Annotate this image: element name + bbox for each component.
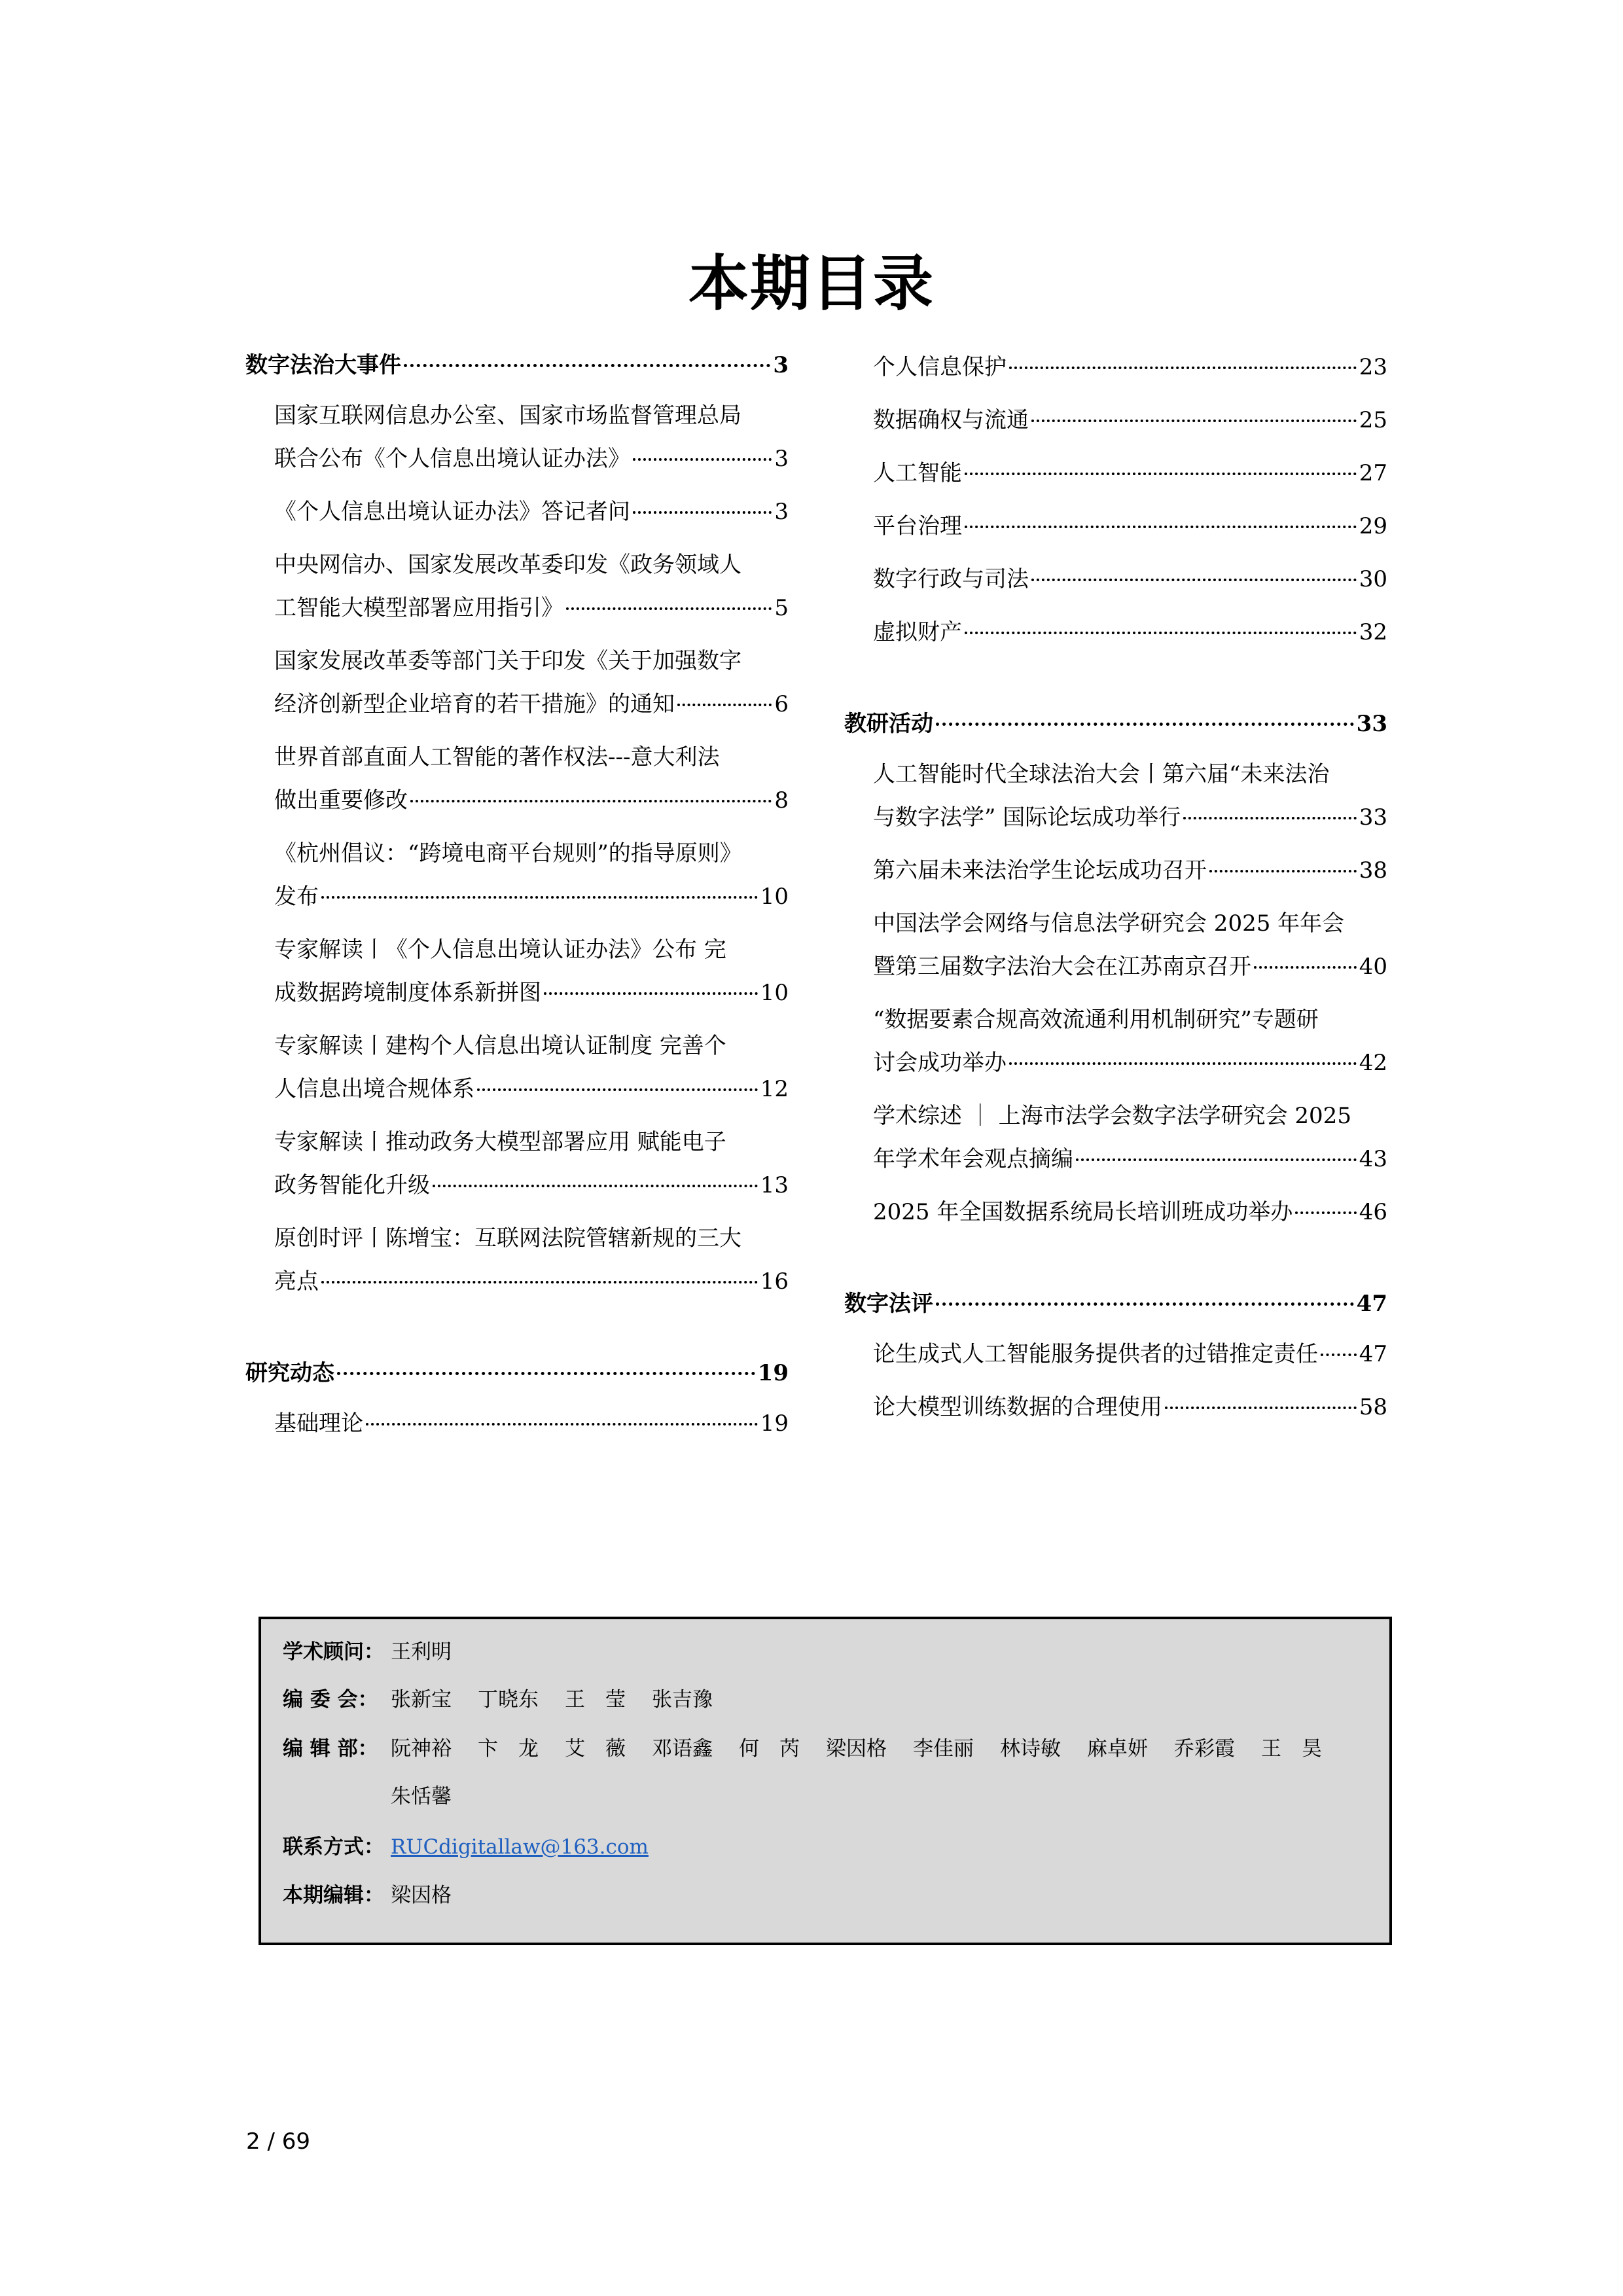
toc-entry-line — [274, 971, 789, 1014]
person-name: 麻卓妍 — [1087, 1737, 1148, 1761]
toc-entry-line — [274, 1217, 789, 1260]
page-title: 本期目录 — [688, 248, 935, 319]
entry-page-number: 32 — [1359, 619, 1387, 645]
toc-entry-line — [873, 1138, 1387, 1181]
dot-leader — [1031, 556, 1357, 581]
dot-leader — [1254, 944, 1357, 969]
toc-entry[interactable] — [844, 1191, 1387, 1234]
entry-page-number: 46 — [1359, 1199, 1387, 1225]
entry-title-text: 平台治理 — [873, 513, 962, 539]
toc-section — [844, 1244, 1387, 1429]
person-name: 艾 薇 — [565, 1737, 626, 1761]
toc-entry-line — [274, 736, 789, 779]
toc-entry[interactable] — [844, 505, 1387, 548]
dot-leader — [936, 1280, 1354, 1306]
dot-leader — [321, 874, 758, 899]
entry-title-text: 中国法学会网络与信息法学研究会 2025 年年会 — [873, 910, 1345, 937]
entry-page-number: 38 — [1359, 857, 1387, 884]
dot-leader — [1209, 848, 1357, 872]
issue-editor-names — [391, 1882, 1372, 1909]
entry-page-number: 58 — [1359, 1394, 1387, 1420]
toc-entry-line — [873, 505, 1387, 548]
person-name: 卞 龙 — [478, 1737, 539, 1761]
toc-entry[interactable] — [245, 543, 789, 630]
toc-entry-line — [873, 753, 1387, 796]
editorial-names — [391, 1736, 1385, 1810]
toc-entry[interactable] — [844, 1386, 1387, 1429]
section-page-number: 33 — [1356, 711, 1387, 737]
entry-page-number: 40 — [1359, 954, 1387, 980]
advisor-label: 学术顾问： — [283, 1640, 384, 1664]
toc-entry-line — [274, 1121, 789, 1164]
dot-leader — [1183, 795, 1357, 819]
entry-title-text: 人工智能 — [873, 460, 962, 486]
dot-leader — [936, 700, 1354, 726]
entry-page-number: 16 — [760, 1268, 789, 1295]
section-page-number: 19 — [757, 1360, 789, 1386]
toc-entry-line — [274, 1024, 789, 1067]
editorial-info-box — [259, 1617, 1392, 1945]
toc-entry-line — [873, 1094, 1387, 1138]
person-name: 乔彩霞 — [1174, 1737, 1235, 1761]
toc-entry[interactable] — [245, 639, 789, 726]
dot-leader — [1009, 344, 1357, 369]
toc-entry[interactable] — [245, 832, 789, 918]
toc-entry-line — [873, 1386, 1387, 1429]
toc-entry-line — [274, 683, 789, 726]
dot-leader — [477, 1066, 758, 1091]
toc-entry[interactable] — [844, 346, 1387, 389]
entry-title-text: 世界首部直面人工智能的著作权法---意大利法 — [274, 744, 720, 770]
person-name: 李佳丽 — [913, 1737, 974, 1761]
toc-entry-line — [274, 490, 789, 533]
person-name: 王 莹 — [565, 1688, 626, 1712]
entry-title-text: 工智能大模型部署应用指引》 — [274, 595, 563, 621]
section-spacer — [844, 1244, 1387, 1284]
person-name: 林诗敏 — [1000, 1737, 1061, 1761]
entry-title-text: 第六届未来法治学生论坛成功召开 — [873, 857, 1207, 884]
entry-title-text: 与数字法学” 国际论坛成功举行 — [873, 804, 1181, 831]
toc-entry-line — [274, 832, 789, 875]
entry-title-text: 政务智能化升级 — [274, 1172, 430, 1198]
entry-title-text: 国家发展改革委等部门关于印发《关于加强数字 — [274, 648, 741, 674]
toc-entry[interactable] — [844, 902, 1387, 988]
toc-entry-line — [274, 1067, 789, 1111]
toc-entry[interactable] — [844, 399, 1387, 442]
entry-title-text: 国家互联网信息办公室、国家市场监督管理总局 — [274, 403, 741, 429]
toc-entry[interactable] — [844, 998, 1387, 1085]
toc-entry-line — [274, 437, 789, 480]
entry-title-text: 个人信息保护 — [873, 354, 1007, 380]
toc-entry[interactable] — [245, 928, 789, 1014]
toc-entry-line — [274, 875, 789, 918]
entry-title-text: 数字行政与司法 — [873, 566, 1029, 592]
toc-entry-line — [274, 394, 789, 437]
toc-section — [245, 346, 789, 1303]
toc-entry-line — [873, 399, 1387, 442]
dot-leader — [677, 681, 772, 706]
toc-section — [844, 346, 1387, 654]
dot-leader — [433, 1162, 758, 1187]
entry-page-number: 13 — [760, 1172, 789, 1198]
toc-entry-line — [873, 346, 1387, 389]
person-name: 张吉豫 — [652, 1688, 713, 1712]
entry-title-text: 数据确权与流通 — [873, 407, 1029, 433]
advisor-name: 王利明 — [391, 1640, 452, 1664]
entry-title-text: 《杭州倡议：“跨境电商平台规则”的指导原则》 — [274, 840, 742, 867]
entry-title-text: 人工智能时代全球法治大会丨第六届“未来法治 — [873, 761, 1330, 787]
entry-page-number: 3 — [774, 499, 789, 525]
toc-entry-line — [274, 928, 789, 971]
toc-entry[interactable] — [245, 394, 789, 480]
entry-page-number: 8 — [774, 787, 789, 814]
toc-entry[interactable] — [245, 736, 789, 822]
toc-right-column — [844, 346, 1387, 1439]
entry-title-text: 学术综述 ｜ 上海市法学会数字法学研究会 2025 — [873, 1103, 1351, 1129]
entry-title-text: 成数据跨境制度体系新拼图 — [274, 980, 541, 1006]
entry-page-number: 29 — [1359, 513, 1387, 539]
entry-page-number: 3 — [774, 446, 789, 472]
entry-title-text: 年学术年会观点摘编 — [873, 1146, 1073, 1172]
toc-entry-line — [274, 1260, 789, 1303]
entry-page-number: 19 — [760, 1410, 789, 1437]
toc-entry[interactable] — [844, 611, 1387, 654]
section-title: 教研活动 — [844, 711, 933, 737]
issue-editor-label: 本期编辑： — [283, 1884, 384, 1907]
section-title: 数字法评 — [844, 1291, 933, 1317]
entry-title-text: 亮点 — [274, 1268, 319, 1295]
dot-leader — [633, 489, 772, 514]
advisor-names — [391, 1639, 1372, 1665]
section-spacer — [245, 1313, 789, 1354]
toc-entry-line — [873, 1333, 1387, 1376]
dot-leader — [1321, 1331, 1357, 1356]
section-spacer — [844, 664, 1387, 704]
entry-title-text: 基础理论 — [274, 1410, 363, 1437]
entry-title-text: 中央网信办、国家发展改革委印发《政务领域人 — [274, 552, 741, 578]
toc-section-heading[interactable] — [245, 1354, 789, 1393]
dot-leader — [404, 342, 770, 367]
entry-title-text: 论生成式人工智能服务提供者的过错推定责任 — [873, 1341, 1318, 1367]
dot-leader — [544, 970, 758, 995]
toc-entry[interactable] — [844, 849, 1387, 892]
editorial-row — [283, 1736, 1385, 1810]
dot-leader — [1076, 1136, 1357, 1161]
toc-section-heading[interactable] — [844, 1284, 1387, 1323]
entry-title-text: 联合公布《个人信息出境认证办法》 — [274, 446, 630, 472]
entry-title-text: 2025 年全国数据系统局长培训班成功举办 — [873, 1199, 1293, 1225]
toc-entry-line — [274, 543, 789, 586]
issue-editor-name: 梁因格 — [391, 1884, 452, 1907]
entry-title-text: “数据要素合规高效流通利用机制研究”专题研 — [873, 1007, 1319, 1033]
toc-entry[interactable] — [245, 1121, 789, 1207]
person-name: 何 芮 — [739, 1737, 800, 1761]
toc-left-column — [245, 346, 789, 1455]
toc-entry-line — [873, 611, 1387, 654]
section-title: 数字法治大事件 — [245, 352, 401, 378]
toc-entry[interactable] — [245, 1402, 789, 1445]
entry-title-text: 经济创新型企业培育的若干措施》的通知 — [274, 691, 675, 717]
toc-entry-line — [274, 1164, 789, 1207]
toc-entry-line — [873, 849, 1387, 892]
entry-page-number: 6 — [774, 691, 789, 717]
person-name: 朱恬馨 — [391, 1785, 452, 1808]
toc-section-heading[interactable] — [245, 346, 789, 385]
dot-leader — [566, 585, 772, 610]
entry-page-number: 23 — [1359, 354, 1387, 380]
contact-email-link[interactable]: RUCdigitallaw@163.com — [391, 1835, 649, 1859]
entry-title-text: 讨会成功举办 — [873, 1050, 1007, 1076]
toc-entry-line — [873, 1041, 1387, 1085]
toc-entry[interactable] — [844, 452, 1387, 495]
toc-entry[interactable] — [844, 1333, 1387, 1376]
contact-label: 联系方式： — [283, 1835, 384, 1859]
contact-row — [283, 1834, 649, 1860]
person-name: 梁因格 — [826, 1737, 887, 1761]
dot-leader — [1009, 1040, 1357, 1065]
entry-title-text: 暨第三届数字法治大会在江苏南京召开 — [873, 954, 1251, 980]
toc-entry[interactable] — [245, 490, 789, 533]
person-name: 王 昊 — [1261, 1737, 1322, 1761]
entry-page-number: 10 — [760, 884, 789, 910]
toc-entry-line — [274, 639, 789, 683]
toc-entry-line — [873, 796, 1387, 839]
section-page-number: 3 — [773, 352, 789, 378]
dot-leader — [1295, 1189, 1356, 1214]
editorial-label: 编 辑 部： — [283, 1737, 378, 1761]
entry-title-text: 人信息出境合规体系 — [274, 1076, 474, 1102]
entry-page-number: 12 — [760, 1076, 789, 1102]
committee-row — [283, 1687, 1372, 1713]
toc-entry-line — [274, 586, 789, 630]
toc-section-heading[interactable] — [844, 704, 1387, 744]
entry-page-number: 27 — [1359, 460, 1387, 486]
toc-entry[interactable] — [245, 1024, 789, 1111]
section-page-number: 47 — [1356, 1291, 1387, 1317]
entry-title-text: 原创时评丨陈增宝：互联网法院管辖新规的三大 — [274, 1225, 741, 1251]
toc-section — [245, 1313, 789, 1445]
entry-title-text: 论大模型训练数据的合理使用 — [873, 1394, 1162, 1420]
toc-entry-line — [873, 1191, 1387, 1234]
entry-page-number: 5 — [774, 595, 789, 621]
dot-leader — [965, 503, 1357, 528]
entry-page-number: 33 — [1359, 804, 1387, 831]
committee-label: 编 委 会： — [283, 1688, 378, 1712]
dot-leader — [366, 1401, 758, 1426]
toc-section — [844, 664, 1387, 1234]
issue-editor-row — [283, 1882, 1372, 1909]
dot-leader — [410, 778, 772, 802]
person-name: 张新宝 — [391, 1688, 452, 1712]
section-title: 研究动态 — [245, 1360, 334, 1386]
entry-page-number: 10 — [760, 980, 789, 1006]
toc-entry-line — [873, 902, 1387, 945]
person-name: 丁晓东 — [478, 1688, 539, 1712]
dot-leader — [1165, 1384, 1357, 1409]
committee-names — [391, 1687, 1372, 1713]
person-name: 邓语鑫 — [652, 1737, 713, 1761]
toc-entry[interactable] — [245, 1217, 789, 1303]
entry-page-number: 47 — [1359, 1341, 1387, 1367]
toc-entry-line — [873, 945, 1387, 988]
dot-leader — [321, 1259, 758, 1283]
entry-title-text: 专家解读丨推动政务大模型部署应用 赋能电子 — [274, 1129, 726, 1155]
entry-title-text: 专家解读丨建构个人信息出境认证制度 完善个 — [274, 1033, 726, 1059]
toc-entry-line — [873, 998, 1387, 1041]
entry-page-number: 30 — [1359, 566, 1387, 592]
toc-entry-line — [274, 1402, 789, 1445]
person-name: 阮神裕 — [391, 1737, 452, 1761]
toc-entry[interactable] — [844, 753, 1387, 839]
entry-title-text: 《个人信息出境认证办法》答记者问 — [274, 499, 630, 525]
toc-entry-line — [873, 558, 1387, 601]
dot-leader — [337, 1350, 755, 1375]
page-number: 2 / 69 — [246, 2128, 310, 2155]
toc-entry[interactable] — [844, 558, 1387, 601]
toc-entry[interactable] — [844, 1094, 1387, 1181]
entry-title-text: 发布 — [274, 884, 319, 910]
entry-page-number: 25 — [1359, 407, 1387, 433]
dot-leader — [633, 436, 772, 461]
dot-leader — [965, 450, 1357, 475]
entry-page-number: 43 — [1359, 1146, 1387, 1172]
entry-title-text: 做出重要修改 — [274, 787, 408, 814]
dot-leader — [1031, 397, 1357, 422]
toc-entry-line — [873, 452, 1387, 495]
entry-page-number: 42 — [1359, 1050, 1387, 1076]
dot-leader — [965, 609, 1357, 634]
advisor-row — [283, 1639, 1372, 1665]
entry-title-text: 专家解读丨《个人信息出境认证办法》公布 完 — [274, 937, 726, 963]
entry-title-text: 虚拟财产 — [873, 619, 962, 645]
toc-entry-line — [274, 779, 789, 822]
